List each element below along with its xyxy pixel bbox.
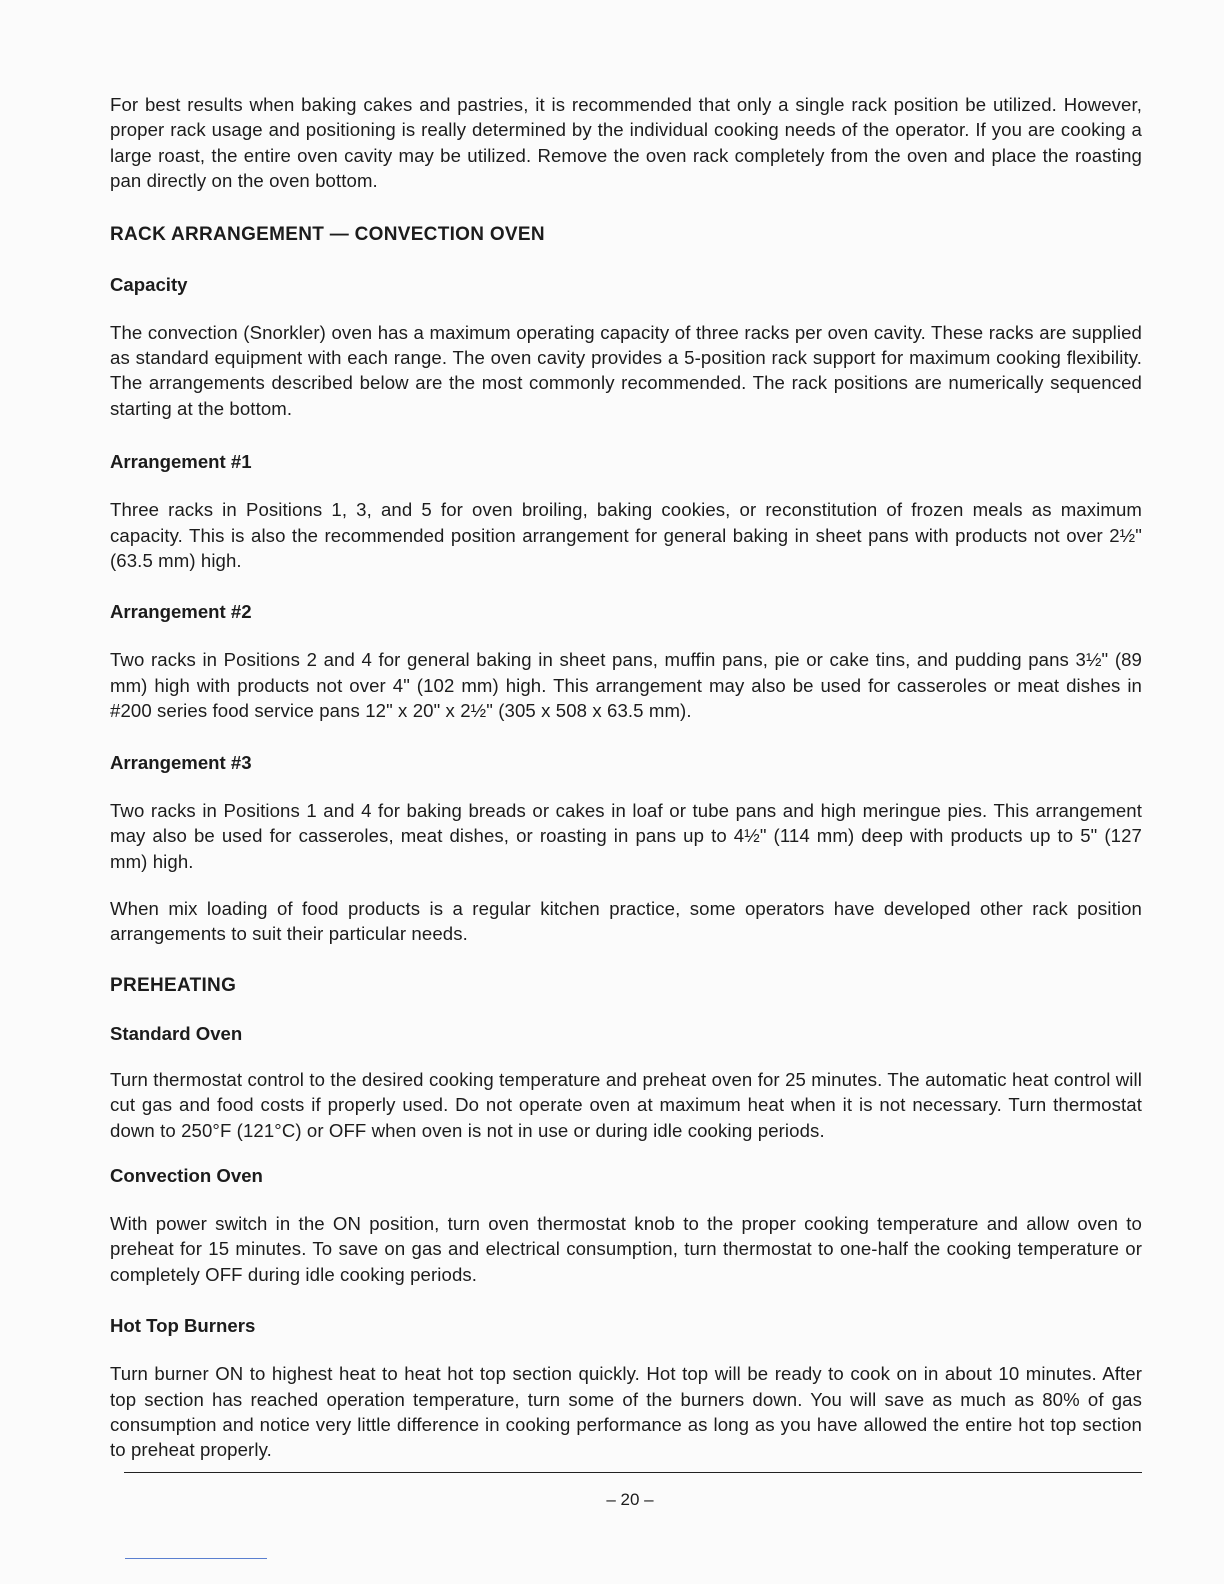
preheating-heading: PREHEATING [110, 974, 237, 996]
convection-oven-paragraph: With power switch in the ON position, turn oven thermostat knob to the proper cooking temperature and allow oven to preheat for 15 minutes. To save on gas and electrical consumption, turn thermostat to one-half the cooking temperature or completely OFF during idle cooking periods. [110, 1212, 1142, 1285]
intro-paragraph: For best results when baking cakes and pastries, it is recommended that only a single rack position be utilized. However, proper rack usage and positioning is really determined by the individual cooking needs of the operator. If you are cooking a large roast, the entire oven cavity may be utilized. Remove the oven rack completely from the oven and place the roasting pan directly on the oven bottom. [110, 94, 1142, 192]
standard-oven-paragraph: Turn thermostat control to the desired cooking temperature and preheat oven for 25 minutes. The automatic heat control will cut gas and food costs if properly used. Do not operate oven at maximum heat when it is not necessary. Turn thermostat down to 250°F (121°C) or OFF when oven is not in use or during idle cooking periods. [110, 1068, 1142, 1141]
arrangement-1-paragraph: Three racks in Positions 1, 3, and 5 for oven broiling, baking cookies, or reconstitution of frozen meals as maximum capacity. This is also the recommended position arrangement for general baking in sheet pans with products not over 2½" (63.5 mm) high. [110, 499, 1142, 572]
arrangement-1-heading: Arrangement #1 [110, 451, 252, 473]
hot-top-burners-heading: Hot Top Burners [110, 1315, 256, 1337]
arrangement-2-paragraph: Two racks in Positions 2 and 4 for general baking in sheet pans, muffin pans, pie or cake tins, and pudding pans 3½" (89 mm) high with products not over 4" (102 mm) high. This arrangement may also be used for casseroles or meat dishes in #200 series food service pans 12" x 20" x 2½" (305 x 508 x 63.5 mm). [110, 649, 1142, 722]
convection-oven-heading: Convection Oven [110, 1164, 263, 1186]
page-number: – 20 – [606, 1490, 654, 1509]
capacity-paragraph: The convection (Snorkler) oven has a maximum operating capacity of three racks per oven cavity. These racks are supplied as standard equipment with each range. The oven cavity provides a 5-position rack support for maximum cooking flexibility. The arrangements described below are the most commonly recommended. The rack positions are numerically sequenced starting at the bottom. [110, 321, 1142, 419]
hot-top-burners-paragraph: Turn burner ON to highest heat to heat hot top section quickly. Hot top will be ready to cook on in about 10 minutes. After top section has reached operation temperature, turn some of the burners down. You will save as much as 80% of gas consumption and notice very little difference in cooking performance as long as you have allowed the entire hot top section to preheat properly. [110, 1363, 1142, 1461]
footer-divider [124, 1472, 1142, 1473]
arrangement-3-paragraph: Two racks in Positions 1 and 4 for baking breads or cakes in loaf or tube pans and high meringue pies. This arrangement may also be used for casseroles, meat dishes, or roasting in pans up to 4½" (114 mm) deep with products up to 5" (127 mm) high. [110, 799, 1142, 872]
page-content [110, 86, 1142, 1463]
standard-oven-heading: Standard Oven [110, 1022, 243, 1044]
mix-loading-paragraph: When mix loading of food products is a regular kitchen practice, some operators have developed other rack position arrangements to suit their particular needs. [110, 897, 1142, 945]
arrangement-3-heading: Arrangement #3 [110, 751, 252, 773]
bottom-edge-mark [125, 1558, 267, 1559]
arrangement-2-heading: Arrangement #2 [110, 601, 252, 623]
rack-arrangement-heading: RACK ARRANGEMENT — CONVECTION OVEN [110, 223, 545, 245]
capacity-heading: Capacity [110, 273, 188, 295]
